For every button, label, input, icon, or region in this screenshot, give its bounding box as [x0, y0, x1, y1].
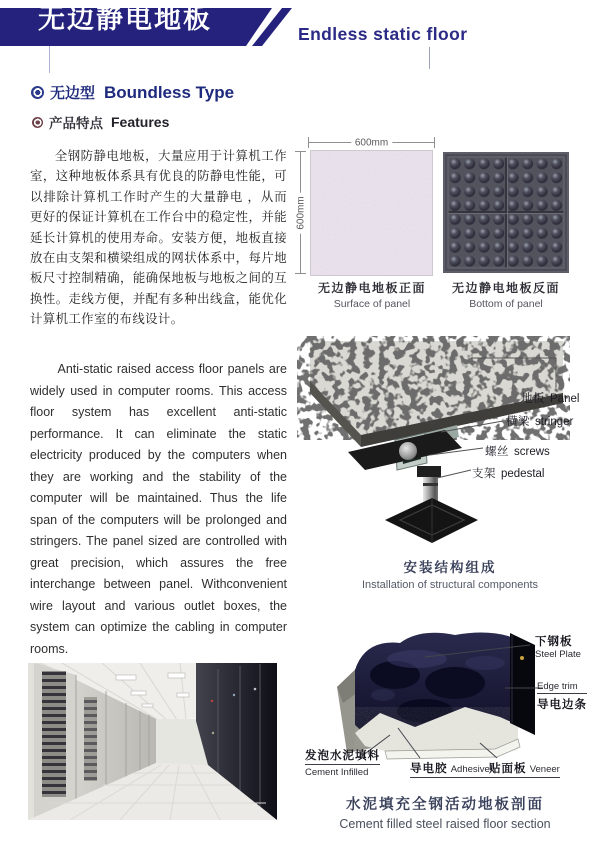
label-cn: 发泡水泥填料 [305, 747, 380, 765]
features-title-cn: 产品特点 [49, 116, 103, 131]
label-en: Steel Plate [535, 649, 581, 660]
header-tick-right [429, 47, 430, 69]
label-en: stringer [535, 416, 574, 428]
caption-en: Installation of structural components [361, 579, 539, 591]
header-tick-left [49, 46, 50, 73]
page-title-en: Endless static floor [298, 24, 468, 44]
label-cn: 下钢板 [535, 636, 573, 648]
cross-section-caption [300, 793, 590, 831]
label-panel [521, 390, 579, 406]
dimension-width [308, 137, 435, 148]
label-cn: 横梁 [506, 416, 530, 428]
section-header-features [32, 112, 169, 132]
label-cement [305, 747, 380, 778]
label-en: Cement Infilled [305, 767, 369, 778]
dimension-height-label: 600mm [295, 192, 306, 233]
label-stringer [506, 413, 573, 429]
dimension-height [295, 151, 306, 274]
label-cn: 支架 [472, 468, 496, 480]
caption-en: Surface of panel [333, 298, 411, 310]
label-steel-plate [535, 633, 581, 660]
bullet-icon [31, 86, 44, 99]
label-adhesive [410, 760, 490, 778]
paragraph-english: Anti-static raised access floor panels are widely used in computer rooms. This access floor system has excellent anti-static performance. It can eliminate the static electricity produced by the computers when they are working and the stability of the computer will be maintained. Thus the life span of the computers will be prolonged and stringers. The panel sized are controlled with great precision, which assures the free interchange between panel. Withconvenient wire layout and various outlet boxes, the system can optimize the cabling in computer rooms. [30, 362, 287, 656]
label-edge-trim [537, 681, 587, 712]
label-en: screws [514, 446, 550, 458]
caption-cn: 无边静电地板反面 [451, 281, 560, 295]
features-title-en: Features [111, 114, 170, 130]
label-cn: 螺丝 [485, 446, 509, 458]
label-en: Veneer [529, 764, 560, 775]
paragraph-chinese: 全钢防静电地板，大量应用于计算机工作室，这种地板体系具有优良的防静电性能，可以排除计算机工作时产生的大量静电 ，从而更好的保证计算机在工作台中的稳定性，并能延长计算机的使用寿命。安装方便，地板直接放在由支架和横梁组成的网状体系中，每片地板尺寸控制精确，能确保地板与地板之间的互换性。走线方便，并配有多种出线盒，能优化计算机工作室的布线设计。 [30, 149, 287, 327]
section-title-en: Boundless Type [104, 82, 235, 102]
label-en: pedestal [501, 468, 545, 480]
caption-cn: 水泥填充全钢活动地板剖面 [346, 797, 544, 813]
dimension-tick [308, 137, 309, 148]
label-cn: 导电胶 [410, 763, 448, 775]
dimension-tick [295, 273, 306, 274]
section-title-cn: 无边型 [50, 85, 96, 102]
caption-cn: 安装结构组成 [403, 560, 497, 575]
bottom-panel-photo [443, 152, 569, 278]
page-title-cn: 无边静电地板 [38, 4, 212, 34]
installation-caption [310, 556, 590, 591]
label-pedestal [472, 465, 544, 481]
bullet-icon [32, 117, 43, 128]
label-veneer [489, 760, 560, 778]
label-en: Adhesive [450, 764, 490, 775]
label-screws [485, 443, 550, 459]
surface-panel-caption [310, 279, 434, 310]
caption-en: Cement filled steel raised floor section [339, 817, 551, 831]
caption-en: Bottom of panel [469, 298, 543, 310]
label-cn: 地板 [521, 393, 545, 405]
dimension-tick [434, 137, 435, 148]
label-en: Edge trim [537, 681, 587, 694]
server-room-photo [28, 663, 277, 825]
server-room-scene [28, 663, 277, 820]
label-cn: 导电边条 [537, 699, 587, 711]
caption-cn: 无边静电地板正面 [317, 281, 426, 295]
section-header-boundless-type [31, 82, 234, 103]
bottom-panel-bumps [443, 152, 569, 273]
dimension-tick [295, 151, 306, 152]
dimension-width-label: 600mm [351, 137, 392, 148]
surface-panel-photo [310, 150, 433, 281]
surface-panel-texture [310, 150, 433, 276]
label-en: Panel [550, 393, 580, 405]
bottom-panel-caption [443, 279, 569, 310]
label-cn: 贴面板 [489, 763, 527, 775]
edge-trim [510, 633, 535, 735]
